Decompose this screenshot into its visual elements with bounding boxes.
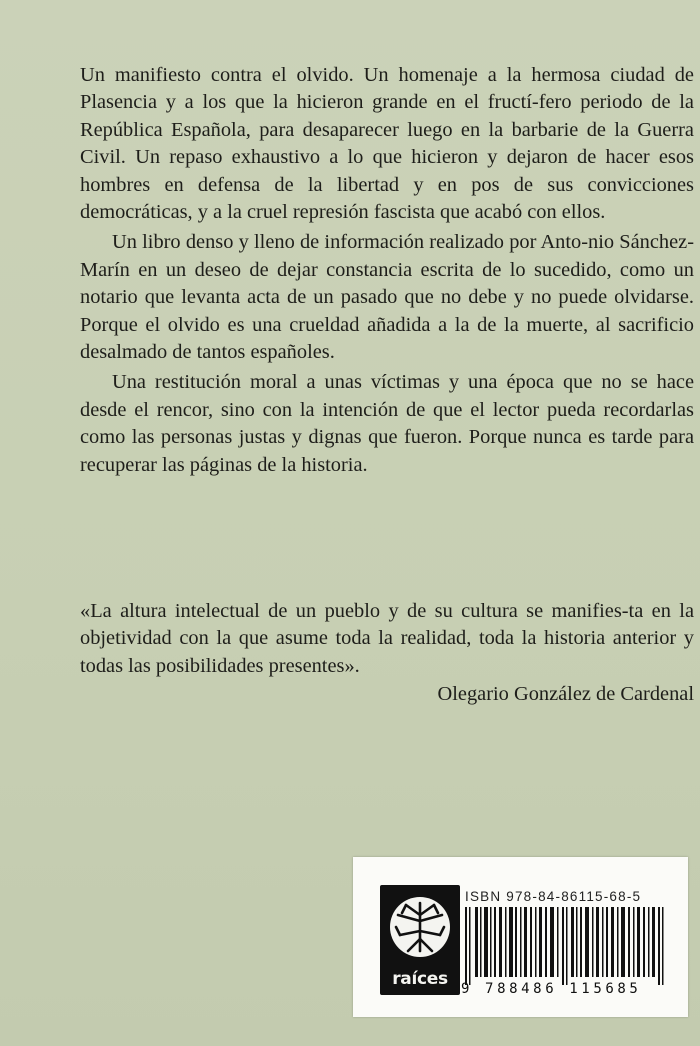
quote-text: «La altura intelectual de un pueblo y de su cultura se manifies-ta en la objetividad con la que asume toda la realidad, toda la historia anterior y todas las posibilidades presentes». bbox=[80, 600, 694, 677]
synopsis-paragraph-2: Un libro denso y lleno de información realizado por Anto-nio Sánchez-Marín en un deseo de dejar constancia escrita de lo sucedido, como un notario que levanta acta de un pasado que no debe y no puede olvidarse. Porque el olvido es una crueldad añadida a la de la muerte, al sacrificio desalmado de tantos españoles. bbox=[80, 231, 694, 364]
barcode-label bbox=[353, 857, 688, 1017]
publisher-name: raíces bbox=[392, 969, 448, 989]
isbn-text: ISBN 978-84-86115-68-5 bbox=[465, 889, 642, 904]
publisher-logo bbox=[380, 885, 460, 995]
tree-icon bbox=[386, 891, 454, 965]
synopsis-paragraph-3: Una restitución moral a unas víctimas y una época que no se hace desde el rencor, sino con la intención de que el lector pueda recordarlas como las personas justas y dignas que fueron. Porque nunca es tarde para recuperar las páginas de la historia. bbox=[80, 371, 694, 476]
quote-author: Olegario González de Cardenal bbox=[437, 683, 694, 706]
barcode-icon bbox=[465, 907, 675, 987]
epigraph-quote bbox=[80, 598, 694, 709]
synopsis bbox=[80, 62, 694, 479]
barcode-digits: 9 788486 115685 bbox=[461, 981, 642, 997]
synopsis-paragraph-1: Un manifiesto contra el olvido. Un homenaje a la hermosa ciudad de Plasencia y a los que la hicieron grande en el fructí-fero periodo de la República Española, para desaparecer luego en la barbarie de la Guerra Civil. Un repaso exhaustivo a lo que hicieron y dejaron de hacer esos hombres en defensa de la libertad y en pos de sus convicciones democráticas, y a la cruel represión fascista que acabó con ellos. bbox=[80, 64, 694, 224]
